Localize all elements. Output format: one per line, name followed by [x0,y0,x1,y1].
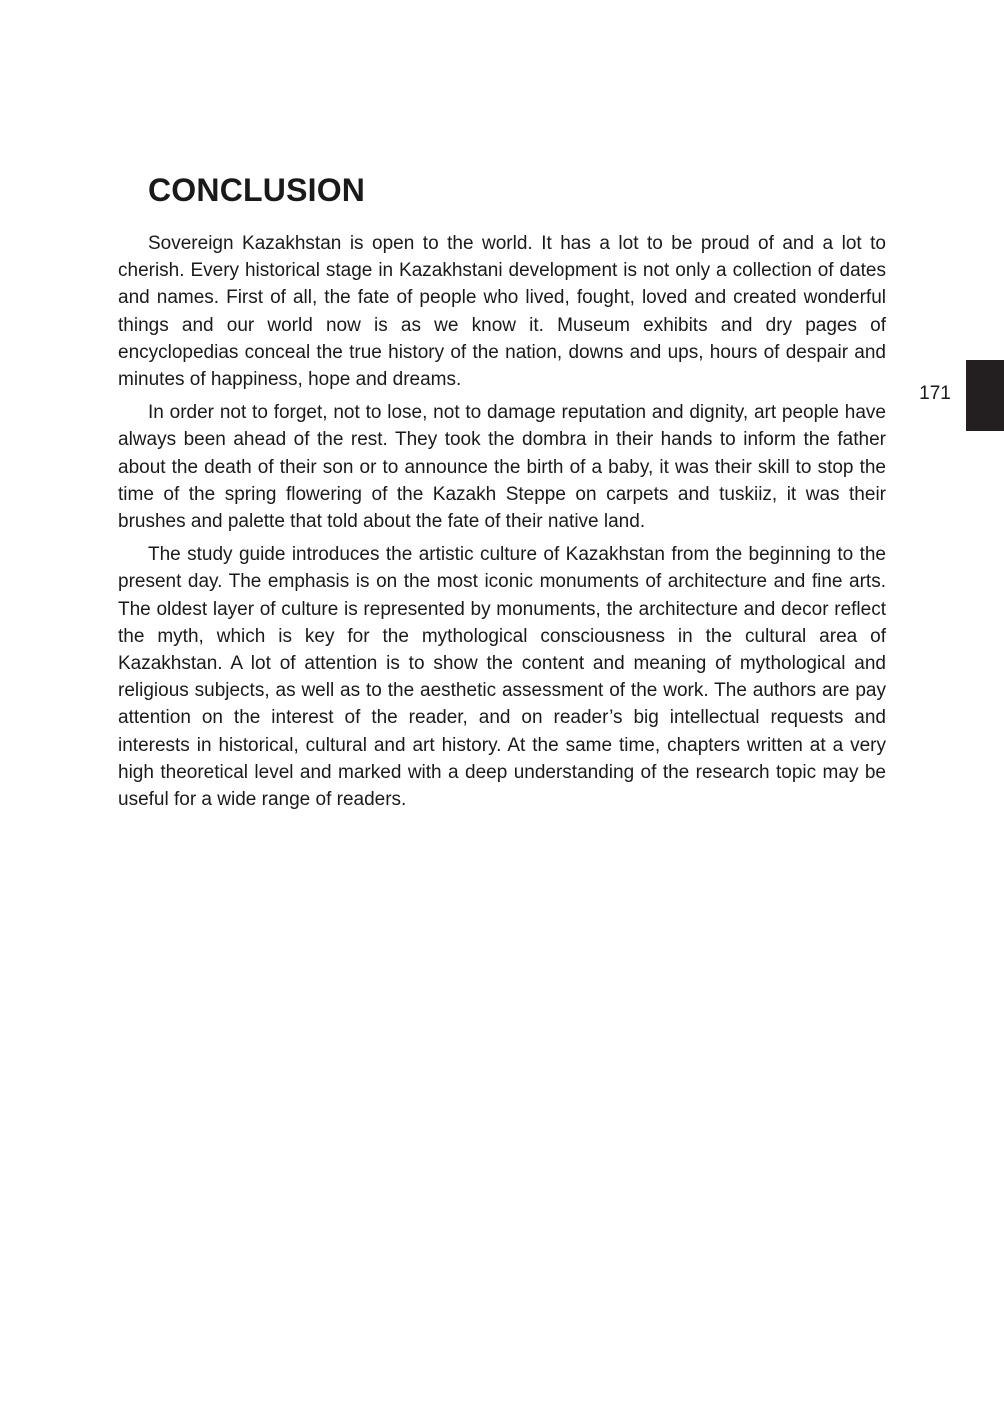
page-number: 171 [919,383,951,404]
page-content [118,170,886,819]
page-title: CONCLUSION [148,172,366,208]
body-paragraph-3: The study guide introduces the artistic culture of Kazakhstan from the beginning to the present day. The emphasis is on the most iconic monuments of architecture and fine arts. The oldest layer of culture is represented by monuments, the architecture and decor reflect the myth, which is key for the mythological consciousness in the cultural area of Kazakhstan. A lot of attention is to show the content and meaning of mythological and religious subjects, as well as to the aesthetic assessment of the work. The authors are pay attention on the interest of the reader, and on reader’s big intellectual requests and interests in historical, cultural and art history. At the same time, chapters written at a very high theoretical level and marked with a deep understanding of the research topic may be useful for a wide range of readers. [118,544,886,811]
chapter-edge-tab [966,360,1004,431]
body-paragraph-1: Sovereign Kazakhstan is open to the world. It has a lot to be proud of and a lot to cherish. Every historical stage in Kazakhstani development is not only a collection of dates and names. First of all, the fate of people who lived, fought, loved and created wonderful things and our world now is as we know it. Museum exhibits and dry pages of encyclopedias conceal the true history of the nation, downs and ups, hours of despair and minutes of happiness, hope and dreams. [118,233,886,391]
body-paragraph-2: In order not to forget, not to lose, not to damage reputation and dignity, art people have always been ahead of the rest. They took the dombra in their hands to inform the father about the death of their son or to announce the birth of a baby, it was their skill to stop the time of the spring flowering of the Kazakh Steppe on carpets and tuskiiz, it was their brushes and palette that told about the fate of their native land. [118,402,886,533]
